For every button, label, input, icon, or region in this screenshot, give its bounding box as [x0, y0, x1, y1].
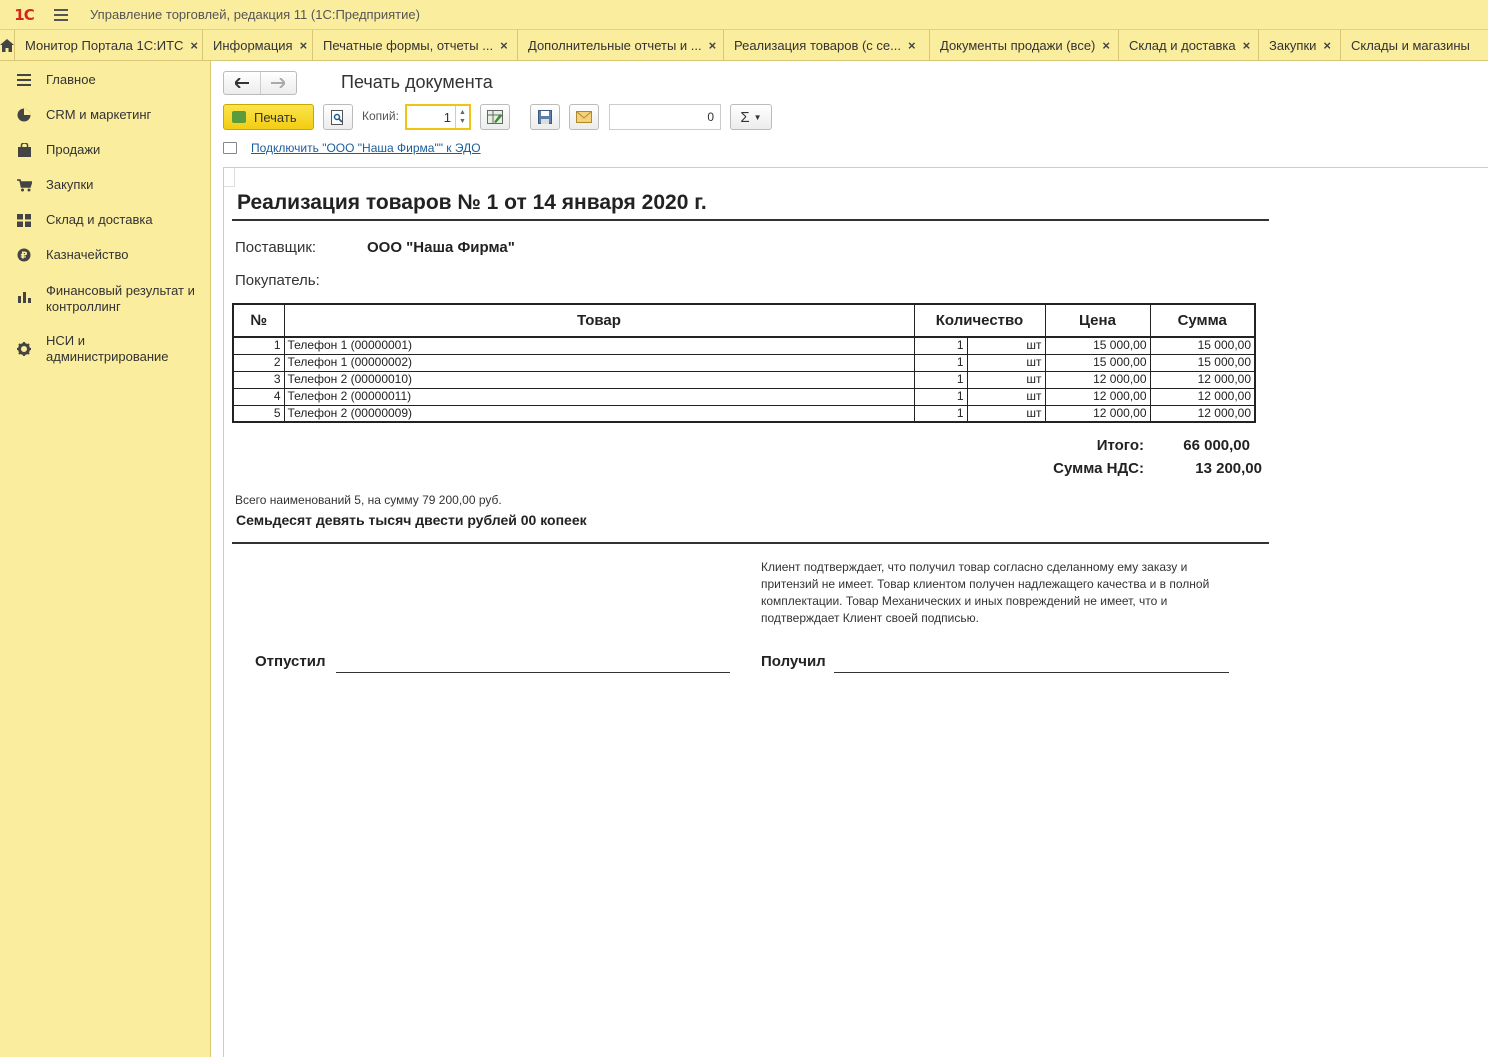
- dropdown-arrow-icon: ▼: [753, 112, 762, 122]
- copies-label: Копий:: [362, 109, 399, 123]
- nav-buttons: [223, 71, 297, 95]
- row-num: 1: [233, 337, 284, 354]
- tab-sales-documents[interactable]: [930, 30, 1119, 61]
- row-unit: шт: [967, 388, 1045, 405]
- tab-label: Дополнительные отчеты и ...: [528, 38, 702, 53]
- tab-info[interactable]: [203, 30, 313, 61]
- row-unit: шт: [967, 405, 1045, 422]
- sidebar-item-warehouse[interactable]: [0, 212, 163, 228]
- vat-label: Сумма НДС:: [1053, 460, 1144, 477]
- summary-divider: [232, 542, 1269, 544]
- row-unit: шт: [967, 371, 1045, 388]
- close-icon[interactable]: ×: [708, 38, 717, 53]
- sidebar-item-financial-result[interactable]: [0, 283, 205, 315]
- supplier-label: Поставщик:: [235, 239, 317, 256]
- row-num: 3: [233, 371, 284, 388]
- tab-label: Реализация товаров (с се...: [734, 38, 901, 53]
- goods-table: [232, 303, 1256, 423]
- sidebar-item-crm[interactable]: [0, 107, 161, 123]
- close-icon[interactable]: ×: [299, 38, 308, 53]
- column-header-num: №: [233, 304, 284, 337]
- tab-purchases[interactable]: [1259, 30, 1341, 61]
- supplier-value: ООО "Наша Фирма": [367, 239, 515, 256]
- preview-icon: [331, 110, 345, 125]
- row-price: 12 000,00: [1045, 388, 1150, 405]
- row-sum: 12 000,00: [1150, 371, 1255, 388]
- sum-dropdown-button[interactable]: [730, 104, 772, 130]
- row-qty: 1: [914, 354, 967, 371]
- save-icon: [538, 110, 552, 124]
- gear-icon: [16, 341, 32, 357]
- tab-warehouse-delivery[interactable]: [1119, 30, 1259, 61]
- bar-chart-icon: [16, 289, 32, 305]
- row-qty: 1: [914, 337, 967, 354]
- released-signature-line: [336, 672, 730, 673]
- sidebar-item-label: Главное: [46, 72, 96, 87]
- tab-label: Документы продажи (все): [940, 38, 1096, 53]
- sidebar-item-label: НСИ и администрирование: [46, 333, 169, 364]
- sidebar-item-purchases[interactable]: [0, 177, 103, 193]
- tab-warehouses-stores[interactable]: [1341, 30, 1488, 61]
- sidebar-item-main[interactable]: [0, 72, 106, 88]
- row-qty: 1: [914, 405, 967, 422]
- 1c-logo[interactable]: [6, 0, 42, 30]
- edo-icon: [223, 142, 237, 154]
- sidebar-item-treasury[interactable]: [0, 247, 138, 263]
- sidebar: [0, 61, 211, 1057]
- row-price: 15 000,00: [1045, 354, 1150, 371]
- column-header-sum: Сумма: [1150, 304, 1255, 337]
- copies-input[interactable]: [405, 104, 471, 130]
- close-icon[interactable]: ×: [500, 38, 508, 53]
- sidebar-item-label: Закупки: [46, 177, 94, 192]
- table-header-row: [233, 304, 1255, 337]
- tab-goods-sale[interactable]: [724, 30, 930, 61]
- tab-bar: [0, 30, 1488, 61]
- bag-icon: [16, 142, 32, 158]
- svg-text:₽: ₽: [20, 250, 28, 262]
- row-qty: 1: [914, 388, 967, 405]
- tab-label: Монитор Портала 1С:ИТС: [25, 38, 184, 53]
- tab-monitor[interactable]: [15, 30, 203, 61]
- home-icon[interactable]: [0, 30, 15, 61]
- sidebar-item-sales[interactable]: [0, 142, 110, 158]
- list-icon: [16, 72, 32, 88]
- summary-text: Всего наименований 5, на сумму 79 200,00 руб.: [235, 493, 502, 507]
- envelope-icon: [576, 111, 592, 123]
- client-notice: Клиент подтверждает, что получил товар согласно сделанному ему заказу и притензий не имеет. Товар клиентом получен надлежащего качества и в полной комплектации. Товар Механических и иных повреждений не имеет, что и подтверждает Клиент своей подписью.: [761, 560, 1210, 625]
- sidebar-item-label: Казначейство: [46, 247, 129, 262]
- row-sum: 15 000,00: [1150, 354, 1255, 371]
- row-item: Телефон 1 (00000001): [284, 337, 914, 354]
- app-title: Управление торговлей, редакция 11 (1С:Предприятие): [90, 7, 420, 22]
- table-row: [233, 337, 1255, 354]
- edo-connect-link[interactable]: Подключить "ООО "Наша Фирма"" к ЭДО: [251, 141, 481, 155]
- toolbar: [223, 104, 783, 130]
- title-bar: [0, 0, 1488, 30]
- edit-mode-button[interactable]: [480, 104, 510, 130]
- edo-connect: [223, 141, 481, 155]
- column-header-price: Цена: [1045, 304, 1150, 337]
- released-label: Отпустил: [255, 653, 326, 670]
- tab-label: Информация: [213, 38, 293, 53]
- send-email-button[interactable]: [569, 104, 599, 130]
- sidebar-item-admin[interactable]: [0, 333, 205, 365]
- tab-print-forms[interactable]: [313, 30, 518, 61]
- pie-chart-icon: [16, 107, 32, 123]
- row-sum: 15 000,00: [1150, 337, 1255, 354]
- close-icon[interactable]: ×: [190, 38, 199, 53]
- row-qty: 1: [914, 371, 967, 388]
- table-edit-icon: [487, 110, 503, 124]
- close-icon[interactable]: ×: [907, 38, 916, 53]
- amount-in-words: Семьдесят девять тысяч двести рублей 00 копеек: [236, 512, 587, 528]
- table-row: [233, 371, 1255, 388]
- row-item: Телефон 1 (00000002): [284, 354, 914, 371]
- copies-value: 1: [443, 109, 451, 125]
- form-title: Печать документа: [341, 72, 493, 92]
- row-num: 5: [233, 405, 284, 422]
- table-row: [233, 388, 1255, 405]
- ruble-icon: [16, 247, 32, 263]
- printer-icon: [232, 111, 246, 123]
- spinner-arrows-icon[interactable]: ▲ ▼: [455, 106, 469, 128]
- row-price: 12 000,00: [1045, 405, 1150, 422]
- received-label: Получил: [761, 653, 826, 670]
- tab-label: Закупки: [1269, 38, 1317, 53]
- table-row: [233, 354, 1255, 371]
- row-sum: 12 000,00: [1150, 405, 1255, 422]
- table-row: [233, 405, 1255, 422]
- tab-additional-reports[interactable]: [518, 30, 724, 61]
- title-divider: [232, 219, 1269, 221]
- row-price: 12 000,00: [1045, 371, 1150, 388]
- logo-text: 1С: [14, 5, 34, 24]
- hamburger-menu-icon[interactable]: [46, 0, 76, 30]
- sidebar-item-label: Финансовый результат и контроллинг: [46, 283, 195, 314]
- total-value: 66 000,00: [1183, 437, 1250, 454]
- sigma-icon: Σ: [740, 108, 750, 126]
- sum-field[interactable]: 0: [609, 104, 721, 130]
- corner-cell: [224, 168, 235, 187]
- spreadsheet-document[interactable]: [223, 167, 1488, 1057]
- column-header-qty: Количество: [914, 304, 1045, 337]
- sidebar-item-label: CRM и маркетинг: [46, 107, 152, 122]
- row-unit: шт: [967, 354, 1045, 371]
- sidebar-item-label: Склад и доставка: [46, 212, 153, 227]
- save-button[interactable]: [530, 104, 560, 130]
- received-signature-line: [834, 672, 1229, 673]
- row-price: 15 000,00: [1045, 337, 1150, 354]
- tab-label: Склад и доставка: [1129, 38, 1236, 53]
- document-title: Реализация товаров № 1 от 14 января 2020 г.: [237, 191, 707, 214]
- row-unit: шт: [967, 337, 1045, 354]
- row-item: Телефон 2 (00000009): [284, 405, 914, 422]
- row-num: 4: [233, 388, 284, 405]
- back-arrow-icon[interactable]: [224, 72, 261, 94]
- forward-arrow-icon[interactable]: [261, 72, 297, 94]
- vat-value: 13 200,00: [1195, 460, 1262, 477]
- total-label: Итого:: [1096, 437, 1144, 454]
- row-item: Телефон 2 (00000011): [284, 388, 914, 405]
- close-icon[interactable]: ×: [1102, 38, 1110, 53]
- preview-button[interactable]: [323, 104, 353, 130]
- print-button-label: Печать: [254, 109, 297, 125]
- buyer-label: Покупатель:: [235, 272, 320, 289]
- row-num: 2: [233, 354, 284, 371]
- row-sum: 12 000,00: [1150, 388, 1255, 405]
- cart-icon: [16, 177, 32, 193]
- tab-label: Склады и магазины: [1351, 38, 1470, 53]
- tab-label: Печатные формы, отчеты ...: [323, 38, 494, 53]
- grid-icon: [16, 212, 32, 228]
- row-item: Телефон 2 (00000010): [284, 371, 914, 388]
- close-icon[interactable]: ×: [1242, 38, 1251, 53]
- column-header-item: Товар: [284, 304, 914, 337]
- main-area: [212, 61, 1488, 1057]
- print-button[interactable]: [223, 104, 314, 130]
- close-icon[interactable]: ×: [1323, 38, 1331, 53]
- sidebar-item-label: Продажи: [46, 142, 101, 157]
